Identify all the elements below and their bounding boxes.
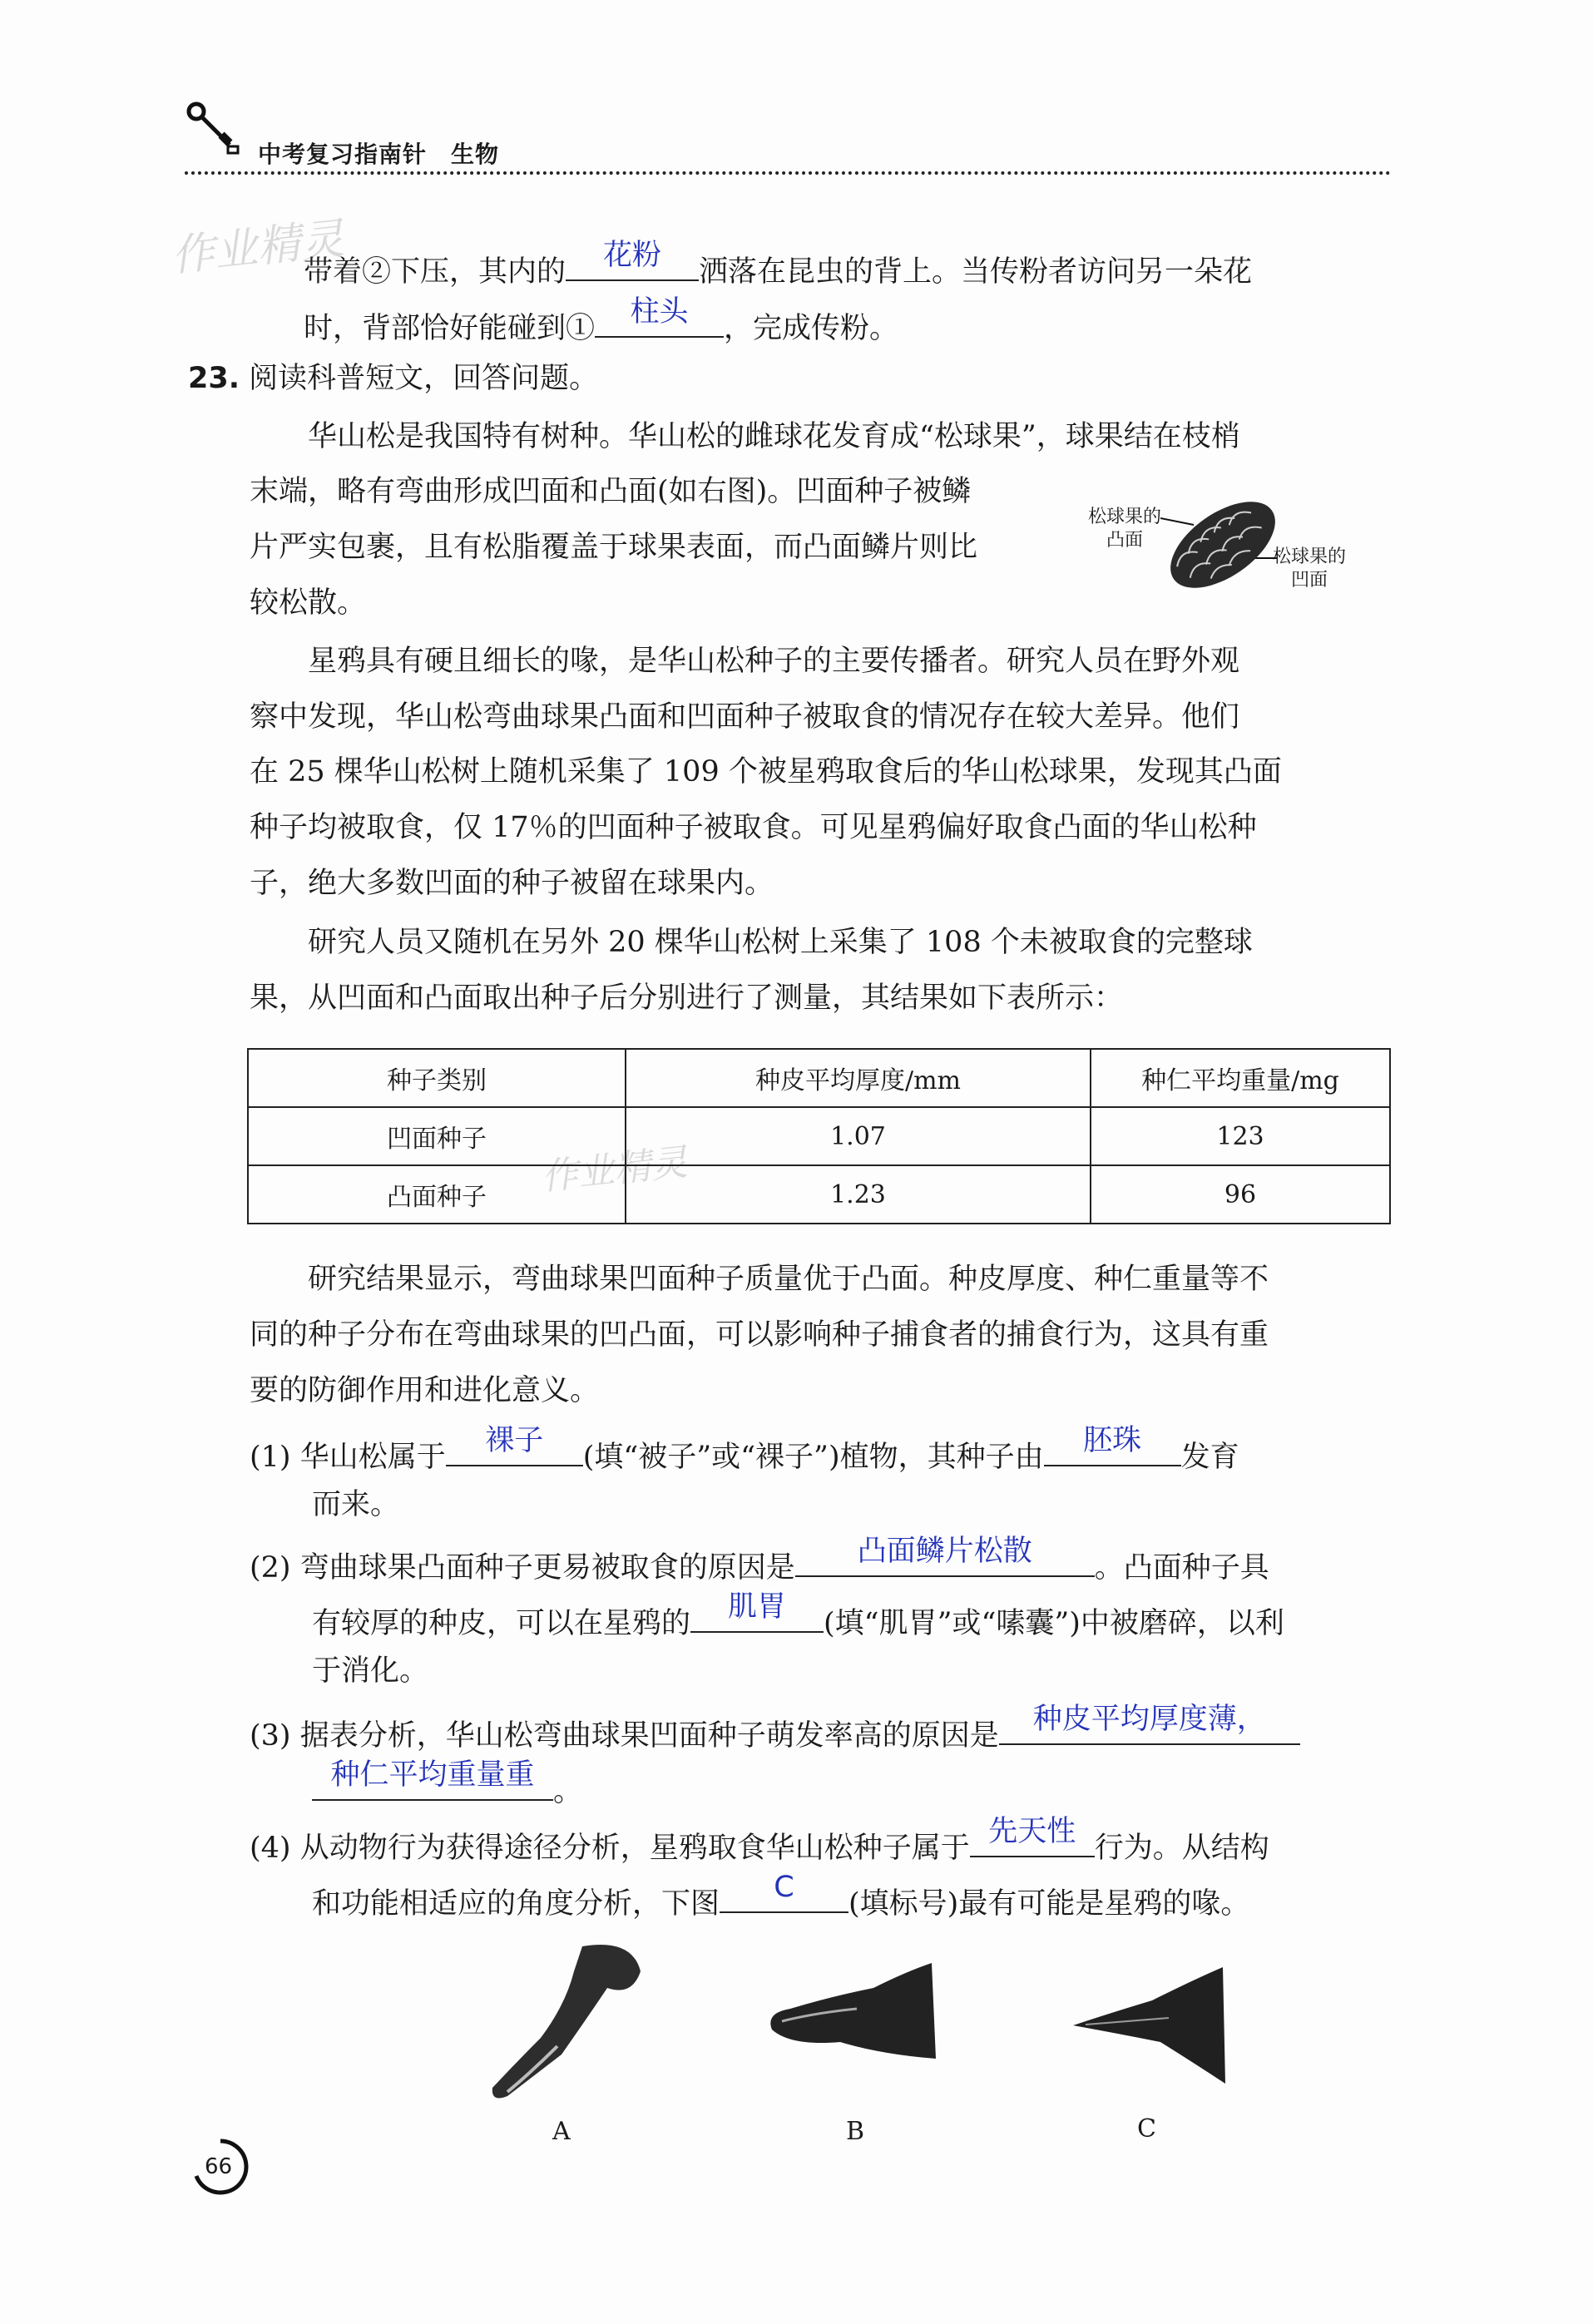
answer-blank: 种皮平均厚度薄， [999,1707,1300,1745]
table-cell: 1.07 [626,1107,1091,1165]
subquestion-4-cont: 和功能相适应的角度分析，下图 C (填标号)最有可能是星鸦的喙。 [312,1871,1250,1921]
table-header: 种子类别 [248,1049,626,1107]
answer-blank: 凸面鳞片松散 [795,1539,1095,1577]
beak-image-c [1069,1963,1227,2088]
table-header: 种仁平均重量/mg [1091,1049,1390,1107]
subquestion-3: (3) 据表分析，华山松弯曲球果凹面种子萌发率高的原因是 种皮平均厚度薄， [250,1707,1300,1757]
paragraph-line: 同的种子分布在弯曲球果的凹凸面，可以影响种子捕食者的捕食行为，这具有重 [250,1318,1269,1352]
paragraph-line: 果，从凹面和凸面取出种子后分别进行了测量，其结果如下表所示： [250,982,1124,1015]
subquestion-2-end: 于消化。 [312,1654,429,1688]
table-cell: 凹面种子 [248,1107,626,1165]
paragraph-line: 子，绝大多数凹面的种子被留在球果内。 [250,867,774,900]
paragraph-line: 末端，略有弯曲形成凹面和凸面(如右图)。凹面种子被鳞 [250,475,972,508]
beak-label-b: B [846,2117,865,2146]
beak-label-c: C [1137,2114,1156,2144]
answer-blank: 肌胃 [690,1595,824,1633]
table-header-row [248,1049,1390,1107]
key-icon [185,100,243,158]
intro-line-2: 时，背部恰好能碰到① 柱头 ，完成传粉。 [304,295,899,345]
subquestion-1-cont: 而来。 [312,1488,400,1521]
paragraph-line: 华山松是我国特有树种。华山松的雌球花发育成“松球果”，球果结在枝梢 [308,420,1240,453]
subquestion-4: (4) 从动物行为获得途径分析，星鸦取食华山松种子属于 先天性 行为。从结构 [250,1815,1269,1865]
answer-blank: 先天性 [970,1819,1095,1857]
paragraph-line: 在 25 棵华山松树上随机采集了 109 个被星鸦取食后的华山松球果，发现其凸面 [250,755,1282,789]
pine-convex-label: 松球果的 凸面 [1088,507,1162,551]
header-title: 中考复习指南针 生物 [258,141,500,168]
table-cell: 96 [1091,1165,1390,1224]
header-divider [185,171,1391,175]
beak-image-a [482,1938,649,2104]
answer-blank: 裸子 [446,1428,583,1466]
paragraph-line: 星鸦具有硬且细长的喙，是华山松种子的主要传播者。研究人员在野外观 [308,645,1240,678]
subquestion-2-cont: 有较厚的种皮，可以在星鸦的 肌胃 (填“肌胃”或“嗉囊”)中被磨碎，以利 [312,1590,1284,1640]
page-number-badge [190,2136,251,2198]
pine-concave-label: 松球果的 凹面 [1273,546,1347,591]
beak-image-b [765,1963,940,2063]
seed-data-table [247,1048,1391,1224]
subquestion-2: (2) 弯曲球果凸面种子更易被取食的原因是 凸面鳞片松散 。凸面种子具 [250,1535,1269,1585]
subquestion-1: (1) 华山松属于 裸子 (填“被子”或“裸子”)植物，其种子由 胚珠 发育 [250,1424,1239,1474]
question-23-title: 23. 阅读科普短文，回答问题。 [188,362,599,395]
page-header [185,100,1391,175]
table-header: 种皮平均厚度/mm [626,1049,1091,1107]
answer-blank: 胚珠 [1044,1428,1181,1466]
paragraph-line: 要的防御作用和进化意义。 [250,1374,600,1407]
watermark: 作业精灵 [169,214,347,282]
answer-blank: 花粉 [566,243,699,281]
pine-cone-image [1160,487,1285,603]
answer-blank: C [720,1875,848,1913]
intro-line-1: 带着②下压，其内的 花粉 洒落在昆虫的背上。当传粉者访问另一朵花 [304,239,1253,289]
watermark: 作业精灵 [539,1140,690,1199]
answer-blank: 柱头 [595,299,724,338]
subquestion-3-cont: 种仁平均重量重 。 [312,1763,582,1812]
table-row [248,1107,1390,1165]
paragraph-line: 察中发现，华山松弯曲球果凸面和凹面种子被取食的情况存在较大差异。他们 [250,700,1240,734]
answer-blank: 种仁平均重量重 [312,1763,553,1801]
page-number: 66 [205,2154,233,2179]
table-cell: 123 [1091,1107,1390,1165]
table-cell: 凸面种子 [248,1165,626,1224]
paragraph-line: 较松散。 [250,586,367,620]
beak-label-a: A [552,2117,571,2146]
table-cell: 1.23 [626,1165,1091,1224]
paragraph-line: 片严实包裹，且有松脂覆盖于球果表面，而凸面鳞片则比 [250,531,978,564]
paragraph-line: 研究结果显示，弯曲球果凹面种子质量优于凸面。种皮厚度、种仁重量等不 [308,1263,1269,1296]
paragraph-line: 研究人员又随机在另外 20 棵华山松树上采集了 108 个未被取食的完整球 [308,926,1253,959]
table-row [248,1165,1390,1224]
paragraph-line: 种子均被取食，仅 17％的凹面种子被取食。可见星鸦偏好取食凸面的华山松种 [250,811,1257,844]
